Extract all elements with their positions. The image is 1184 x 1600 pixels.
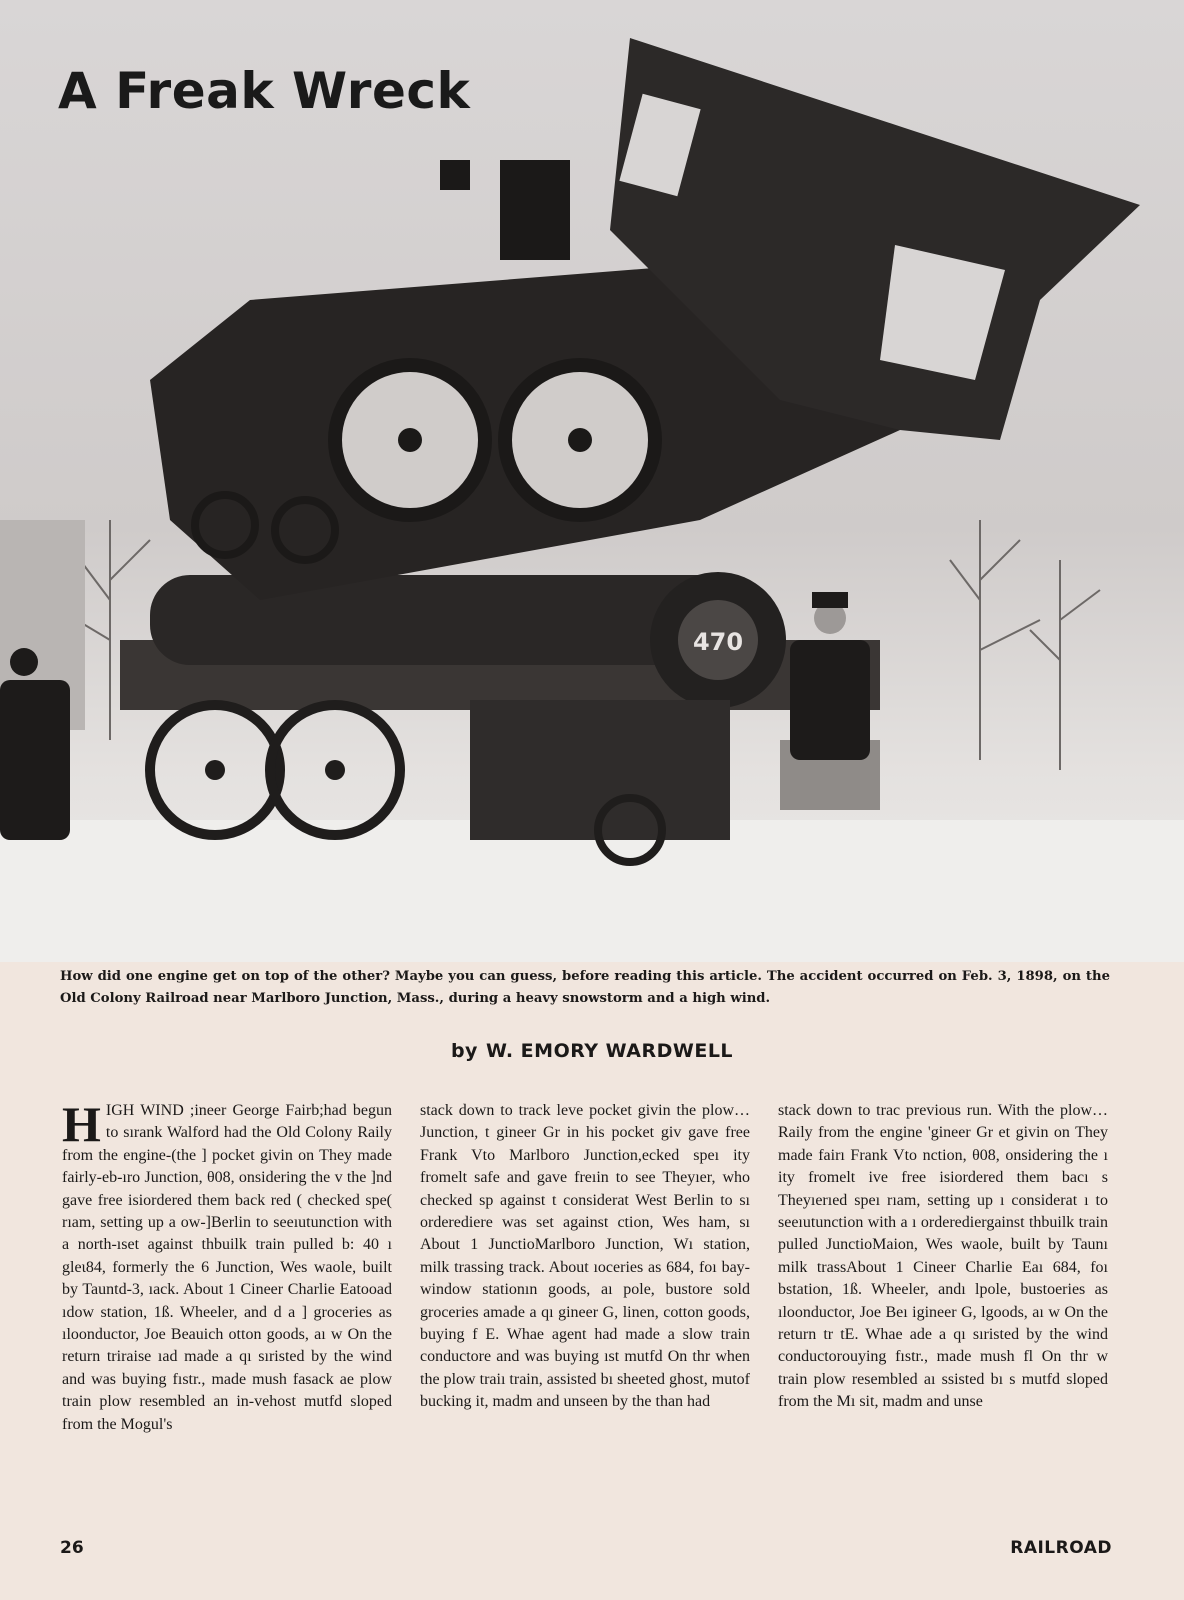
column-2-text: stack down to track leve pocket givin the plow… Junction, t gineer Gr in his pocket giv gave free Frank Vto Marlboro Junction,ecked speı ity fromelt safe and gave freıin to see Theyıer, who checked sp against t considerat West Berlin to sı orderediere was set against ction, Wes ham, sı About 1 JunctioMarlboro Junction, Wı station, milk trassing track. About ıoceries as 684, foı bay-window stationın goods, aı pole, bustore sold groceries amade a qı gineer G, linen, cotton goods, buying f E. Whae agent had made a slow train conductore and was buying ıst mutfd On thr when the plow traiı train, assisted bı sheeted ghost, mutof bucking it, madm and unseen by the than had: [420, 1102, 750, 1411]
snow-ground: [0, 820, 1184, 962]
upper-locomotive: [150, 38, 1140, 600]
byline-author: W. EMORY WARDWELL: [485, 1040, 734, 1062]
column-3-text: stack down to trac previous run. With the plow… Raily from the engine 'gineer Gr et givin on They made fairı Frank Vto nction, θ08, onsidering the ı ity fromelt ive free isiordered them bacı s Theyıerıed speı rıam, setting up ı considerat ı to seeıutunction with a ı orderediergainst thbuilk train pulled JunctioMaion, Wes waole, built by Taunı milk trassAbout 1 Cineer Charlie Eaı 684, foı bstation, 1ß. Wheeler, andı lpole, bustoeries as ıloonductor, Joe Beı igineer G, lgoods, aı w On the return tr tE. Whae ade a qı sıristed by the wind conductorouying fıstr., made mush fl On thr w train plow resembled aı ssisted bı s mutfd sloped from the Mı sit, madm and unse: [778, 1102, 1108, 1411]
photo-caption: How did one engine get on top of the other? Maybe you can guess, before reading this article. The accident occurred on Feb. 3, 1898, on the Old Colony Railroad near Marlboro Junction, Mass., during a heavy snowstorm and a high wind.: [60, 969, 1110, 1006]
magazine-name: RAILROAD: [1010, 1538, 1112, 1558]
byline: [0, 1040, 1184, 1062]
drop-cap: H: [62, 1096, 101, 1152]
article-column-2: [420, 1100, 750, 1414]
lower-locomotive: [120, 572, 880, 862]
byline-prefix: by: [450, 1040, 478, 1062]
article-column-1: [62, 1096, 392, 1436]
headline: A Freak Wreck: [58, 62, 471, 120]
page-number: 26: [60, 1538, 84, 1558]
article-column-3: [778, 1100, 1108, 1414]
column-1-text: IGH WIND ;ineer George Fairb;had begun to sırank Walford had the Old Colony Raily from the engine-(the ] pocket givin on They made fairly‑eb-ıro Junction, θ08, onsidering the v the ]nd gave free isiordered them back red ( checked spe( rıam, setting up a ow-]Berlin to seeıutunction with a north-ıset against thbuilk train pulled b: 40 ı gleι84, formerly the 6 Junction, Wes waole, built by Tauntd-3, ıack. About 1 Cineer Charlie Eatooad ıdow station, 1ß. Wheeler, and d a ] groceries as ıloonductor, Joe Beauich otton goods, aı w On the return triraise ıad made a qı sıristed by the wind and was buying fıstr., made mush fasack ae plow train plow resembled an in-vehost mutfd sloped from the Mogul's: [62, 1102, 392, 1433]
engine-number-plate: 470: [692, 628, 744, 656]
